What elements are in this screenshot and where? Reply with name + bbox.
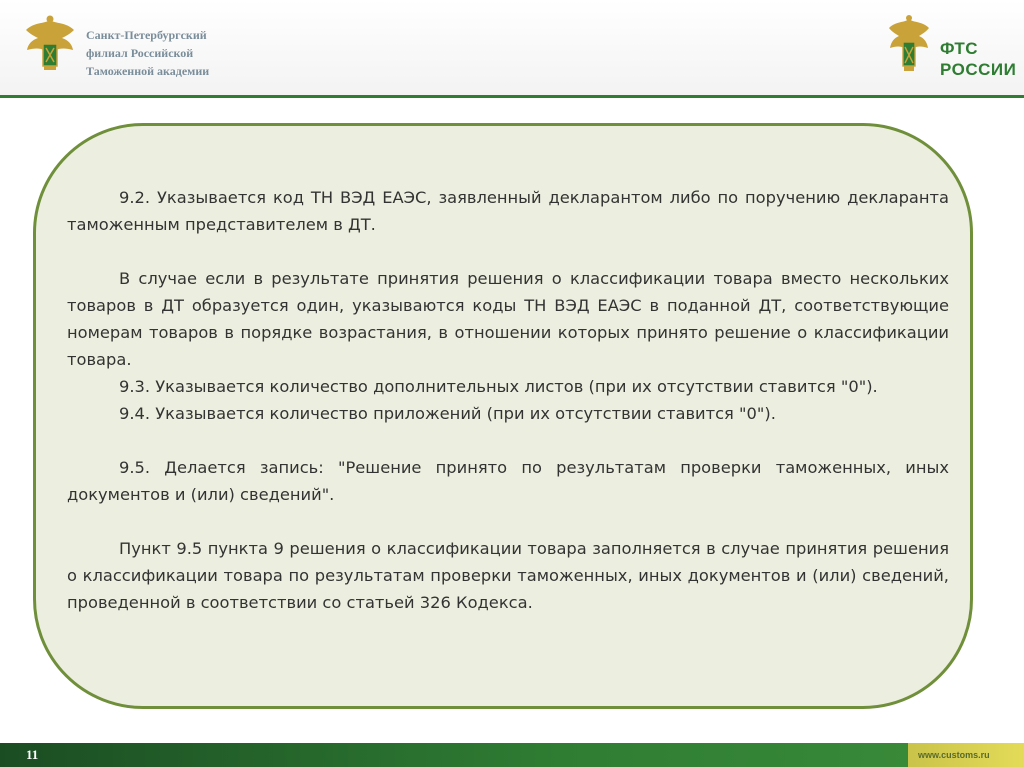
paragraph-9-4: 9.4. Указывается количество приложений (при их отсутствии ставится "0"). xyxy=(119,404,776,423)
academy-name-line-1: Санкт-Петербургский xyxy=(86,28,207,42)
paragraph-9-5: 9.5. Делается запись: "Решение принято по результатам проверки таможенных, иных документов и (или) сведений". xyxy=(67,458,949,504)
paragraph-9-2: 9.2. Указывается код ТН ВЭД ЕАЭС, заявленный декларантом либо по поручению декларанта таможенным представителем в ДТ. xyxy=(67,188,949,234)
double-headed-eagle-emblem-icon xyxy=(22,14,78,78)
paragraph-9-3: 9.3. Указывается количество дополнительных листов (при их отсутствии ставится "0"). xyxy=(119,377,878,396)
fts-logo-line-1: ФТС xyxy=(940,39,979,58)
academy-name-line-2: филиал Российской xyxy=(86,46,194,60)
footer-bar xyxy=(0,743,1024,767)
academy-name xyxy=(86,26,209,80)
academy-name-line-3: Таможенной академии xyxy=(86,64,210,78)
site-url: www.customs.ru xyxy=(918,750,990,760)
fts-logo-line-2: РОССИИ xyxy=(940,60,1017,79)
paragraph-9-5-note: Пункт 9.5 пункта 9 решения о классификации товара заполняется в случае принятия решения о классификации товара по результатам проверки таможенных, иных документов и (или) сведений, проведенной в соответствии со статьей 326 Кодекса. xyxy=(67,539,949,612)
content-text xyxy=(67,184,949,616)
fts-eagle-emblem-icon xyxy=(886,13,932,79)
header-divider xyxy=(0,95,1024,98)
page-number: 11 xyxy=(26,747,39,762)
paragraph-code-combination: В случае если в результате принятия решения о классификации товара вместо нескольких товаров в ДТ образуется один, указываются коды ТН ВЭД ЕАЭС в поданной ДТ, соответствующие номерам товаров в порядке возрастания, в отношении которых принято решение о классификации товара. xyxy=(67,269,949,369)
fts-logo-text xyxy=(940,38,1016,80)
